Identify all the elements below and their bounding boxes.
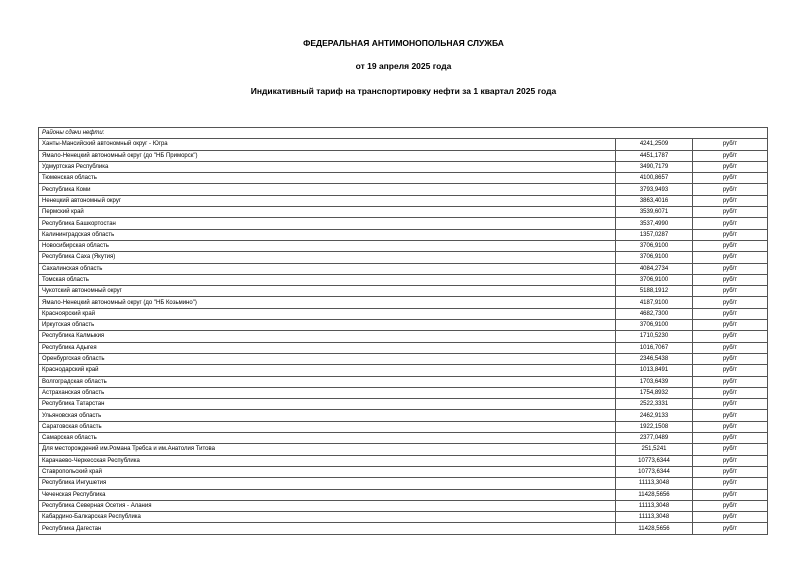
unit-cell: руб/т <box>693 308 768 319</box>
table-row <box>39 195 768 206</box>
tariff-value-cell: 10773,6344 <box>616 455 693 466</box>
region-cell: Республика Татарстан <box>39 399 616 410</box>
tariff-value-cell: 4451,1787 <box>616 150 693 161</box>
table-row <box>39 387 768 398</box>
tariff-value-cell: 3793,9493 <box>616 184 693 195</box>
region-cell: Республика Саха (Якутия) <box>39 252 616 263</box>
tariff-value-cell: 3863,4016 <box>616 195 693 206</box>
unit-cell: руб/т <box>693 342 768 353</box>
tariff-value-cell: 11113,3048 <box>616 512 693 523</box>
unit-cell: руб/т <box>693 207 768 218</box>
tariff-value-cell: 3539,6071 <box>616 207 693 218</box>
tariff-value-cell: 11113,3048 <box>616 478 693 489</box>
unit-cell: руб/т <box>693 195 768 206</box>
table-row <box>39 444 768 455</box>
tariff-value-cell: 1013,8491 <box>616 365 693 376</box>
unit-cell: руб/т <box>693 184 768 195</box>
region-cell: Краснодарский край <box>39 365 616 376</box>
table-row <box>39 365 768 376</box>
region-cell: Самарская область <box>39 433 616 444</box>
region-cell: Республика Северная Осетия - Алания <box>39 500 616 511</box>
table-row <box>39 274 768 285</box>
table-row <box>39 139 768 150</box>
unit-cell: руб/т <box>693 240 768 251</box>
unit-cell: руб/т <box>693 274 768 285</box>
tariff-value-cell: 3706,9100 <box>616 274 693 285</box>
organization-title: ФЕДЕРАЛЬНАЯ АНТИМОНОПОЛЬНАЯ СЛУЖБА <box>303 38 504 48</box>
tariff-value-cell: 3706,9100 <box>616 240 693 251</box>
table-row <box>39 421 768 432</box>
table-row <box>39 308 768 319</box>
unit-cell: руб/т <box>693 331 768 342</box>
tariff-value-cell: 4682,7300 <box>616 308 693 319</box>
table-row <box>39 320 768 331</box>
unit-cell: руб/т <box>693 444 768 455</box>
unit-cell: руб/т <box>693 466 768 477</box>
unit-cell: руб/т <box>693 263 768 274</box>
unit-cell: руб/т <box>693 433 768 444</box>
table-row <box>39 207 768 218</box>
table-row <box>39 252 768 263</box>
tariff-value-cell: 4084,2734 <box>616 263 693 274</box>
table-row <box>39 523 768 534</box>
table-row <box>39 240 768 251</box>
unit-cell: руб/т <box>693 139 768 150</box>
unit-cell: руб/т <box>693 421 768 432</box>
tariff-table <box>38 127 768 535</box>
table-row <box>39 161 768 172</box>
region-cell: Саратовская область <box>39 421 616 432</box>
unit-cell: руб/т <box>693 489 768 500</box>
tariff-value-cell: 1710,5230 <box>616 331 693 342</box>
region-cell: Калининградская область <box>39 229 616 240</box>
region-cell: Красноярский край <box>39 308 616 319</box>
tariff-value-cell: 11113,3048 <box>616 500 693 511</box>
tariff-value-cell: 2377,0489 <box>616 433 693 444</box>
table-row <box>39 410 768 421</box>
region-cell: Ненецкий автономный округ <box>39 195 616 206</box>
region-cell: Сахалинская область <box>39 263 616 274</box>
region-cell: Карачаево-Черкесская Республика <box>39 455 616 466</box>
unit-cell: руб/т <box>693 173 768 184</box>
tariff-value-cell: 1922,1508 <box>616 421 693 432</box>
tariff-value-cell: 4187,9100 <box>616 297 693 308</box>
region-cell: Ханты-Мансийский автономный округ - Югра <box>39 139 616 150</box>
region-cell: Кабардино-Балкарская Республика <box>39 512 616 523</box>
tariff-value-cell: 1754,8932 <box>616 387 693 398</box>
unit-cell: руб/т <box>693 399 768 410</box>
table-row <box>39 478 768 489</box>
table-row <box>39 489 768 500</box>
unit-cell: руб/т <box>693 297 768 308</box>
tariff-value-cell: 11428,5656 <box>616 489 693 500</box>
unit-cell: руб/т <box>693 376 768 387</box>
unit-cell: руб/т <box>693 229 768 240</box>
region-cell: Удмуртская Республика <box>39 161 616 172</box>
tariff-value-cell: 1016,7067 <box>616 342 693 353</box>
tariff-value-cell: 5188,1912 <box>616 286 693 297</box>
unit-cell: руб/т <box>693 387 768 398</box>
unit-cell: руб/т <box>693 365 768 376</box>
tariff-value-cell: 3706,9100 <box>616 252 693 263</box>
table-row <box>39 353 768 364</box>
table-row <box>39 297 768 308</box>
region-cell: Ямало-Ненецкий автономный округ (до "НБ Приморск") <box>39 150 616 161</box>
unit-cell: руб/т <box>693 161 768 172</box>
region-cell: Ульяновская область <box>39 410 616 421</box>
region-cell: Волгоградская область <box>39 376 616 387</box>
unit-cell: руб/т <box>693 353 768 364</box>
table-row <box>39 184 768 195</box>
document-title: Индикативный тариф на транспортировку нефти за 1 квартал 2025 года <box>250 86 557 96</box>
tariff-value-cell: 2462,9133 <box>616 410 693 421</box>
tariff-value-cell: 2346,5438 <box>616 353 693 364</box>
region-cell: Иркутская область <box>39 320 616 331</box>
table-row <box>39 455 768 466</box>
tariff-value-cell: 1357,0287 <box>616 229 693 240</box>
region-cell: Чукотский автономный округ <box>39 286 616 297</box>
table-row <box>39 466 768 477</box>
region-cell: Республика Дагестан <box>39 523 616 534</box>
table-row <box>39 331 768 342</box>
tariff-value-cell: 3537,4990 <box>616 218 693 229</box>
region-cell: Оренбургская область <box>39 353 616 364</box>
region-cell: Республика Ингушетия <box>39 478 616 489</box>
table-row <box>39 286 768 297</box>
section-row <box>39 128 768 139</box>
table-row <box>39 150 768 161</box>
unit-cell: руб/т <box>693 252 768 263</box>
tariff-value-cell: 3706,9100 <box>616 320 693 331</box>
tariff-value-cell: 4241,2509 <box>616 139 693 150</box>
table-row <box>39 173 768 184</box>
region-cell: Республика Башкортостан <box>39 218 616 229</box>
unit-cell: руб/т <box>693 455 768 466</box>
table-row <box>39 433 768 444</box>
unit-cell: руб/т <box>693 512 768 523</box>
table-row <box>39 376 768 387</box>
tariff-value-cell: 4100,8657 <box>616 173 693 184</box>
table-row <box>39 218 768 229</box>
region-cell: Новосибирская область <box>39 240 616 251</box>
region-cell: Чеченская Республика <box>39 489 616 500</box>
unit-cell: руб/т <box>693 523 768 534</box>
table-row <box>39 229 768 240</box>
tariff-value-cell: 10773,6344 <box>616 466 693 477</box>
table-row <box>39 263 768 274</box>
region-cell: Томская область <box>39 274 616 285</box>
table-row <box>39 512 768 523</box>
section-label: Районы сдачи нефти: <box>39 128 768 139</box>
region-cell: Пермский край <box>39 207 616 218</box>
tariff-table-body <box>39 128 768 535</box>
document-date: от 19 апреля 2025 года <box>355 61 452 71</box>
region-cell: Ставропольский край <box>39 466 616 477</box>
tariff-value-cell: 251,5241 <box>616 444 693 455</box>
unit-cell: руб/т <box>693 150 768 161</box>
tariff-value-cell: 11428,5656 <box>616 523 693 534</box>
table-row <box>39 342 768 353</box>
table-row <box>39 500 768 511</box>
tariff-value-cell: 3490,7179 <box>616 161 693 172</box>
unit-cell: руб/т <box>693 410 768 421</box>
unit-cell: руб/т <box>693 500 768 511</box>
region-cell: Республика Коми <box>39 184 616 195</box>
region-cell: Для месторождений им.Романа Требса и им.Анатолия Титова <box>39 444 616 455</box>
unit-cell: руб/т <box>693 478 768 489</box>
unit-cell: руб/т <box>693 320 768 331</box>
unit-cell: руб/т <box>693 286 768 297</box>
tariff-value-cell: 2522,3331 <box>616 399 693 410</box>
region-cell: Тюменская область <box>39 173 616 184</box>
region-cell: Астраханская область <box>39 387 616 398</box>
region-cell: Ямало-Ненецкий автономный округ (до "НБ Козьмино") <box>39 297 616 308</box>
table-row <box>39 399 768 410</box>
tariff-value-cell: 1703,6439 <box>616 376 693 387</box>
region-cell: Республика Адыгея <box>39 342 616 353</box>
unit-cell: руб/т <box>693 218 768 229</box>
region-cell: Республика Калмыкия <box>39 331 616 342</box>
